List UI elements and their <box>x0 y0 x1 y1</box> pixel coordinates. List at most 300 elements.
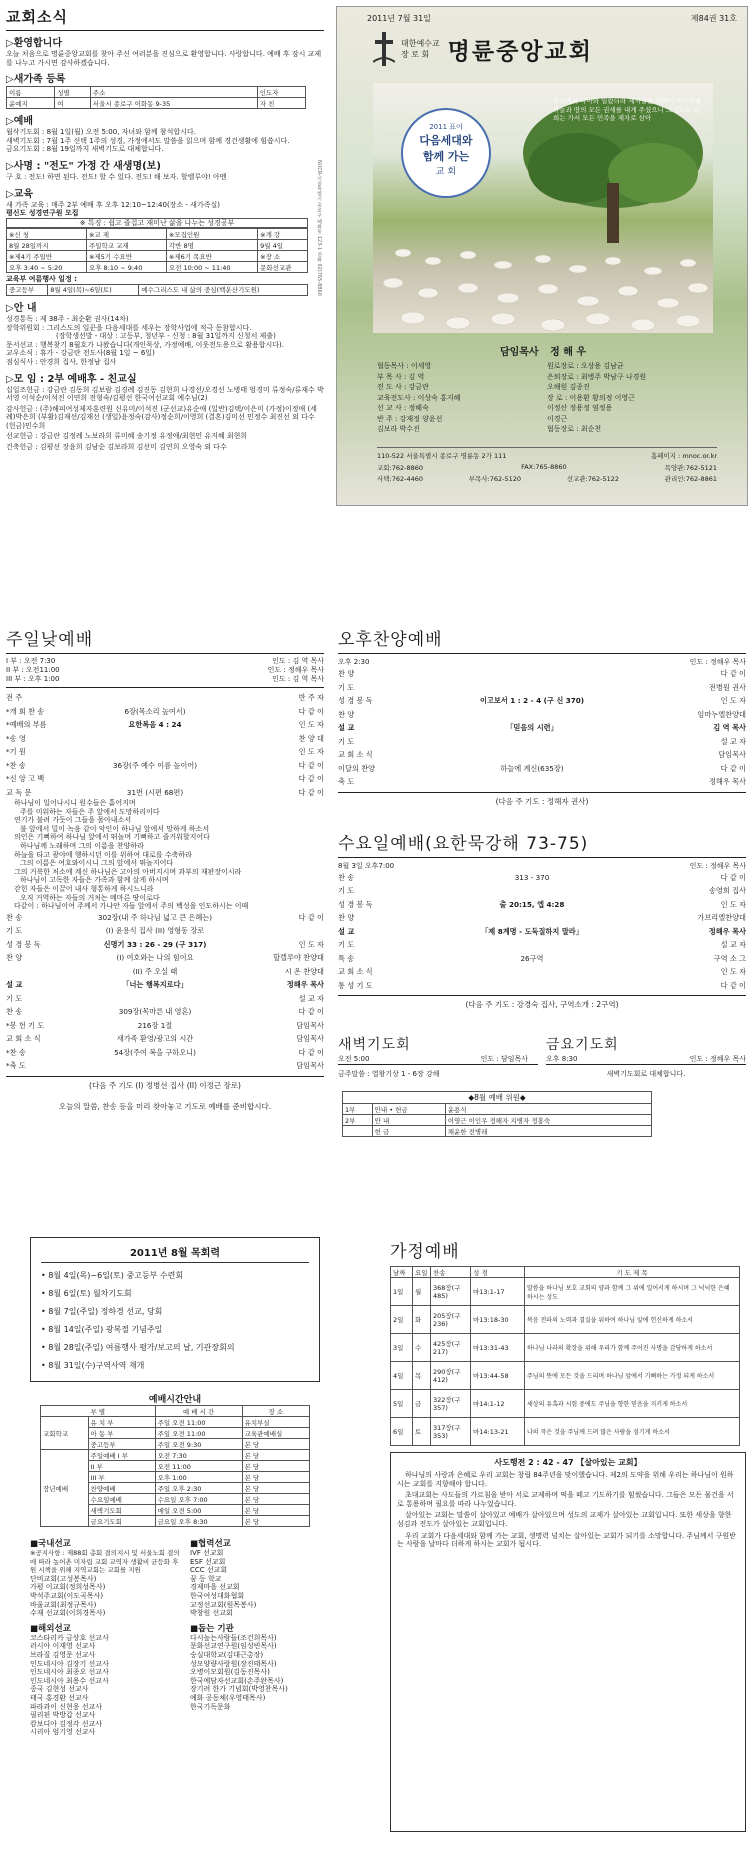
staff-right: 협동장로 : 최순천 <box>547 425 602 433</box>
domestic-item: 수재 선교회(이희경목사) <box>30 1609 106 1618</box>
church-name: 명륜중앙교회 <box>447 37 593 65</box>
cover-homepage: 홈페이지 : mnoc.or.kr <box>650 452 717 460</box>
cell: 1부 <box>343 1104 373 1115</box>
cell: 오후 8:10 ~ 9:40 <box>86 262 166 273</box>
cell: 본 당 <box>242 1494 309 1505</box>
order-item: *축 도 <box>6 1061 26 1071</box>
order-person: 다 같 이 <box>298 760 324 770</box>
order-content: 하늘에 계신(635장) <box>500 763 564 773</box>
guide-line: 성경통독 : 제 38주 - 최순환 권사(14차) <box>6 314 129 323</box>
cell: 각반 8명 <box>166 240 257 251</box>
guide-line: 장학위원회 : 그리스도의 일꾼을 다음세대를 세우는 장학사업에 적극 동참합시다. <box>6 323 252 332</box>
staff-left: 전 도 사 : 강금란 <box>377 383 429 391</box>
order-item: 설 교 <box>338 926 355 936</box>
order-content: 313 - 370 <box>514 872 550 882</box>
order-row <box>6 718 324 732</box>
motto-line-3: 교 회 <box>435 167 457 177</box>
worship-heading: ▷예배 <box>6 116 34 128</box>
coop-item: 한국여성대화협회 <box>190 1591 245 1600</box>
order-item: 축 도 <box>338 777 355 786</box>
order-item: 기 도 <box>338 940 355 949</box>
order-person: 가브리엘찬양대 <box>697 913 746 922</box>
cell: 본 당 <box>242 1450 309 1461</box>
cell: 본 당 <box>242 1516 309 1527</box>
foreign-item: 파라과이 신현웅 선교사 <box>30 1702 103 1711</box>
coop-item: CCC 선교회 <box>190 1566 228 1575</box>
order-item: 설 교 <box>6 980 23 990</box>
order-content <box>396 775 668 789</box>
order-content: 31번 (시편 68편) <box>126 787 184 797</box>
cell: 목 <box>413 1362 431 1390</box>
responsive-line: 다같이 : 하나님이여 주께서 가나안 자들 앞에서 주의 백성을 인도하시는 이때 <box>14 902 249 911</box>
cell: ※장 소 <box>258 251 308 262</box>
cell: 헌 금 <box>372 1126 445 1137</box>
foreign-item: 중국 김현성 선교사 <box>30 1685 89 1694</box>
cover-issue: 제84권 31호 <box>690 14 737 23</box>
afternoon-panel <box>338 625 746 1205</box>
order-person: 정해우 목사 <box>286 980 324 990</box>
foreign-item: 태국 홍경환 선교사 <box>30 1693 89 1702</box>
staff-right: 이경근 <box>547 414 568 423</box>
domestic-note: ※공지사항 : 제88회 총회 결의지시 및 서울노회 결의에 따라 농어촌 미자립 교회 교역자 생활비 균등화 후원 시책을 위해 지역교회는 교회를 지원 <box>30 1549 180 1575</box>
summer-heading: 교육부 여름행사 일정 : <box>6 275 77 284</box>
foreign-item: 인도네시아 최종오 선교사 <box>30 1668 109 1677</box>
guide-line: (장학생선발 - 대상 : 고등부, 청년부 - 신청 : 8월 31일까지 신청서 제출) <box>56 332 276 341</box>
worship-line: 금요기도회 : 8월 19일까지 새벽기도로 대체합니다. <box>6 145 164 154</box>
order-content: 이고보서 1 : 2 - 4 (구 신 370) <box>479 696 585 705</box>
wednesday-title: 수요일예배(요한묵강해 73-75) <box>338 833 589 854</box>
wednesday-next-prayer: (다음 주 기도 : 강경숙 집사, 구역소개 : 2구역) <box>465 1000 619 1009</box>
order-person <box>246 924 324 938</box>
schedule-item: • 8월 4일(목)~6일(토) 중고등부 수련회 <box>41 1271 184 1280</box>
order-item: 특 송 <box>338 953 355 963</box>
order-item: 교 독 문 <box>6 787 32 797</box>
cell: ※모집인원 <box>166 229 257 240</box>
responsive-line: 주를 미워하는 자들은 주 앞에서 도망하리이다 <box>20 807 160 816</box>
cell: 본 당 <box>242 1439 309 1450</box>
cell: 유 치 부 <box>88 1417 155 1428</box>
cell: 8월 28일까지 <box>7 240 87 251</box>
foreign-item: 인도네시아 최용수 선교사 <box>30 1676 109 1685</box>
cell: 본 당 <box>242 1461 309 1472</box>
sunday-note: 오늘의 말씀, 찬송 등을 미리 찾아놓고 기도로 예배를 준비합시다. <box>58 1101 272 1111</box>
cell: 세상의 유혹과 시험 중에도 주님을 향한 믿음을 지키게 하소서 <box>525 1390 740 1418</box>
cell: 자 친 <box>257 98 305 109</box>
responsive-line: 하늘을 타고 광야에 행하시던 이를 위하여 대로를 수축하라 <box>14 850 192 859</box>
cell: 2부 <box>343 1115 373 1126</box>
cell: 유치부실 <box>242 1417 309 1428</box>
service-leader: 인도 : 정해우 목사 <box>267 666 324 674</box>
cover-image <box>373 83 713 333</box>
order-person: 인 도 자 <box>720 899 746 909</box>
cell: 나의 작은 것을 주님께 드려 많은 사람을 섬기게 하소서 <box>525 1418 740 1446</box>
committee-box <box>342 1091 652 1137</box>
order-row <box>338 871 746 885</box>
cell: 주일 오전 11:00 <box>155 1417 242 1428</box>
cell: 주소 <box>90 87 257 98</box>
cell: 예 배 시 간 <box>155 1406 242 1417</box>
order-row <box>338 762 746 776</box>
order-item: *신 앙 고 백 <box>6 774 45 783</box>
cell: 날짜 <box>391 1267 413 1278</box>
order-person: 찬 양 대 <box>298 733 324 743</box>
order-item: 교 회 소 식 <box>338 967 373 976</box>
foreign-item: 캄보디아 김정각 선교사 <box>30 1719 103 1728</box>
order-row <box>338 775 746 789</box>
mission-heading: ▷사명 : "전도" 가정 간 새생명(보) <box>6 160 161 172</box>
order-person: 정해우 목사 <box>708 777 746 786</box>
cell: 기 도 제 목 <box>525 1267 740 1278</box>
order-row <box>6 745 324 759</box>
coop-item: 꿈 등 학교 <box>190 1574 222 1583</box>
order-row <box>6 938 324 952</box>
order-item: 찬 송 <box>338 872 355 882</box>
cell: 아 동 부 <box>88 1428 155 1439</box>
domestic-heading: ■국내선교 <box>30 1539 71 1549</box>
committee-table <box>342 1103 652 1137</box>
order-row <box>6 732 324 746</box>
order-row <box>338 681 746 695</box>
cell: 윤예지 <box>7 98 55 109</box>
cell: ※제4기 주일반 <box>7 251 87 262</box>
order-row <box>6 1059 324 1073</box>
order-person: 담임목사 <box>296 1020 324 1030</box>
afternoon-time: 오후 2:30 <box>338 658 370 666</box>
pastor-name: 정 해 우 <box>550 347 587 358</box>
newfamily-heading: ▷새가족 등록 <box>6 74 66 86</box>
order-item: *봉 헌 기 도 <box>6 1020 45 1030</box>
cell: ※제5기 수요반 <box>86 251 166 262</box>
order-person: 설 교 자 <box>720 736 746 746</box>
cell: 본 당 <box>242 1505 309 1516</box>
order-item: 찬 양 <box>338 669 355 678</box>
service-time: II 부 : 오전11:00 <box>6 666 60 674</box>
order-person: 인 도 자 <box>298 939 324 949</box>
cell: 주일학교 교재 <box>86 240 166 251</box>
sunday-panel <box>6 625 324 1205</box>
order-item: 기 도 <box>6 926 23 936</box>
order-person: 다 같 이 <box>298 1047 324 1057</box>
cell: 이영근 이인우 정해자 지병자 정홍숙 <box>445 1115 651 1126</box>
order-row <box>6 1046 324 1060</box>
order-row <box>6 786 324 800</box>
offering-group: 건축헌금 : 김평선 장윤희 김남순 김보라희 김선미 김연희 오영숙 외 다수 <box>6 443 227 452</box>
order-content <box>396 681 668 695</box>
order-row <box>338 667 746 681</box>
denomination-bottom: 장 로 회 <box>401 50 430 59</box>
order-content <box>396 735 668 749</box>
phone: 사택:762-4460 <box>377 475 424 483</box>
motto-year: 2011 표어 <box>429 123 463 131</box>
family-table <box>390 1266 740 1446</box>
order-row <box>338 965 746 979</box>
cell: 오전 7:30 <box>155 1450 242 1461</box>
order-content: 6장(목소리 높여서) <box>124 706 186 716</box>
guide-line: 점심식사 : 안경희 집사, 한정남 집사 <box>6 357 117 366</box>
order-row <box>6 772 324 786</box>
staff-right: 오해원 김종진 <box>547 383 590 391</box>
pastor-label: 담임목사 <box>499 347 539 358</box>
phone: 관리인:762-8861 <box>664 475 717 483</box>
phone: 목양관:762-5121 <box>664 464 717 472</box>
worship-line: 월삭기도회 : 8월 1일(월) 오전 5:00, 자녀와 함께 참석합시다. <box>6 128 196 137</box>
order-item: 전 주 <box>6 693 23 702</box>
cell: 요일 <box>413 1267 431 1278</box>
order-content <box>64 772 246 786</box>
cell: 채윤한 전병래 <box>445 1126 651 1137</box>
order-item: *개 회 찬 송 <box>6 706 45 716</box>
cell: 화 <box>413 1306 431 1334</box>
order-person: 다 같 이 <box>720 763 746 773</box>
order-person: 반 주 자 <box>298 693 324 702</box>
cell: 금요기도회 <box>88 1516 155 1527</box>
order-content <box>64 732 246 746</box>
order-row <box>6 978 324 992</box>
order-content: 「너는 행복지로다」 <box>122 980 188 990</box>
schedule-item: • 8월 31일(수)구역사역 재개 <box>41 1361 145 1370</box>
responsive-line: 하나님께 노래하며 그의 이름을 찬양하라 <box>20 841 144 850</box>
cell: 2일 <box>391 1306 413 1334</box>
order-person: 할렐루야 찬양대 <box>273 953 324 963</box>
cell: 4일 <box>391 1362 413 1390</box>
cell: 예수그리스도 내 삶의 중심(백운산기도원) <box>139 284 308 295</box>
order-row <box>338 898 746 912</box>
welcome-text: 오늘 처음으로 명륜중앙교회를 찾아 주신 여러분을 진심으로 환영합니다. 사랑합니다. 예배 후 잠시 교제를 나누고 가시면 감사하겠습니다. <box>6 50 322 67</box>
dawn-note: 금주말씀 : 열왕기상 1 - 6장 강해 <box>338 1070 440 1078</box>
cell: 주일 오전 9:30 <box>155 1439 242 1450</box>
help-item: 문화선교연구원(임성빈목사) <box>190 1642 277 1651</box>
order-item: 기 도 <box>338 886 355 895</box>
order-person: 담임목사 <box>296 1061 324 1071</box>
staff-left: 반 주 : 강재정 양윤선 <box>377 414 443 423</box>
cell: 성별 <box>55 87 91 98</box>
cell: 중고등부 <box>88 1439 155 1450</box>
order-item: 이달의 찬양 <box>338 763 376 773</box>
family-panel <box>390 1237 746 1857</box>
cell: 하나님 나라의 확장을 위해 우리가 함께 주어진 사명을 감당하게 하소서 <box>525 1334 740 1362</box>
order-person: 구역 소 그 <box>713 953 746 963</box>
cell: 교육관예배실 <box>242 1428 309 1439</box>
order-content <box>396 965 668 979</box>
wednesday-time: 8월 3일 오후7:00 <box>338 861 395 870</box>
order-person: 전병원 권사 <box>708 682 746 692</box>
cell: 문화선교관 <box>258 262 308 273</box>
foreign-heading: ■해외선교 <box>30 1623 71 1634</box>
offering-group: 선교헌금 : 강금란 김정례 노보라희 류미혜 송기정 유정애/최현민 유지혜 최현희 <box>6 432 248 441</box>
order-row <box>6 965 324 979</box>
order-item: 성 경 봉 독 <box>6 939 41 949</box>
order-item: 기 도 <box>338 682 355 692</box>
domestic-item: 박석주교회(이도곡목사) <box>30 1591 104 1600</box>
help-item: 다시높는사람들(조건희목사) <box>190 1633 277 1642</box>
order-content <box>396 667 668 681</box>
order-person: 다 같 이 <box>720 872 746 882</box>
domestic-item: 가평 이교회(정희성목사) <box>30 1583 106 1592</box>
responsive-line: 하나님이 일어나시니 원수들은 흩어지며 <box>14 799 136 807</box>
order-content: 309장(목마른 내 영혼) <box>118 1007 192 1017</box>
cell: 복음 전파의 노력과 결실을 위하여 하나님 앞에 헌신하게 하소서 <box>525 1306 740 1334</box>
essay-title: 사도행전 2 : 42 - 47 【살아있는 교회】 <box>494 1458 642 1467</box>
order-item: 기 도 <box>338 736 355 746</box>
order-item: *찬 송 <box>6 1047 26 1057</box>
order-content <box>396 938 668 952</box>
staff-left: 부 목 사 : 김 역 <box>377 372 425 381</box>
cell: 찬양예배 <box>88 1483 155 1494</box>
service-leader: 인도 : 김 역 목사 <box>272 657 324 665</box>
cell: 중고등부 <box>7 284 48 295</box>
dawn-title: 새벽기도회 <box>338 1037 411 1053</box>
staff-left: 협동목사 : 이세영 <box>377 362 432 370</box>
order-item: 기 도 <box>6 993 23 1003</box>
sunday-title: 주일낮예배 <box>6 630 94 650</box>
guide-line: 문서선교 : 행복찾기 8월호가 나왔습니다(개인묵상, 가정예배, 이웃전도용으로 활용합시다). <box>6 340 284 349</box>
phone: FAX:765-8860 <box>521 463 567 471</box>
staff-left: 김보라 박수진 <box>377 425 420 433</box>
cell: 오후 1:00 <box>155 1472 242 1483</box>
domestic-item: 단비교회(고성봉목사) <box>30 1574 97 1583</box>
order-content: 36장(주 예수 이름 높이어) <box>112 760 198 770</box>
order-row <box>338 952 746 966</box>
order-person: 설 교 자 <box>298 993 324 1003</box>
afternoon-next-prayer: (다음 주 기도 : 정해자 권사) <box>495 796 589 806</box>
order-content: 「믿음의 시련」 <box>506 723 558 732</box>
cell: 여 <box>55 98 91 109</box>
cell: 인도자 <box>257 87 305 98</box>
bible-sub: ※ 특징 : 쉽고 즐겁고 재미난 삶을 나누는 성경공부 <box>6 218 308 229</box>
dawn-time: 오전 5:00 <box>338 1055 370 1063</box>
order-row <box>6 1032 324 1046</box>
denomination-top: 대한예수교 <box>401 39 440 48</box>
responsive-line: 오직 거역하는 자들의 거처는 메마른 땅이로다 <box>20 893 160 902</box>
help-item: 한국기독문화 <box>190 1702 231 1711</box>
cell: 본 당 <box>242 1472 309 1483</box>
cell: 안 내 <box>372 1115 445 1126</box>
cross-logo-icon <box>373 32 395 66</box>
order-person: 다 같 이 <box>298 1007 324 1017</box>
order-content: 302장(내 주 하나님 넓고 큰 은혜는) <box>97 912 213 922</box>
staff-right: 은퇴장로 : 최병주 박남구 나경원 <box>547 372 647 381</box>
staff-left: 선 교 사 : 정혜숙 <box>377 404 429 412</box>
order-person: 다 같 이 <box>720 669 746 678</box>
foreign-item: 시리아 엄기영 선교사 <box>30 1728 96 1737</box>
responsive-line: 갇힌 자들은 이끌어 내사 형통하게 하시느니라 <box>14 884 154 893</box>
cell: 오전 11:00 <box>155 1461 242 1472</box>
offering-group: 감사헌금 : (주)해피여성제자훈련원 신유미/이석진 (군선교)유순애 (일반)김택/이은미 (가정)이정애 (세례)박은희 (부활)김재선/김재선 (생일)윤정숙(감사)정순희/이영희 (결혼)김미선 민정수 최진선 외 다수 (헌금)민수희 <box>6 404 317 430</box>
order-content: (I) 여호와는 나의 힘이요 <box>116 953 194 963</box>
edu-line: 새 가족 교육 : 매주 2부 예배 후 오후 12:10~12:40(장소 - 새가족실) <box>6 200 220 209</box>
cell: 이름 <box>7 87 55 98</box>
cell: 마14:1-12 <box>471 1390 525 1418</box>
foreign-item: 러시아 이재영 선교사 <box>30 1642 96 1651</box>
cell: 322장(구 357) <box>431 1390 471 1418</box>
schedule-title: 2011년 8월 목회력 <box>41 1244 309 1263</box>
order-content <box>396 708 668 722</box>
cell: 주일 오후 2:30 <box>155 1483 242 1494</box>
order-row <box>338 884 746 898</box>
news-title: 교회소식 <box>6 8 68 26</box>
order-content <box>396 911 668 925</box>
help-item: 한국예담자선교회(손주완목사) <box>190 1676 284 1685</box>
guide-heading: ▷안 내 <box>6 302 37 314</box>
friday-leader: 인도 : 정해우 목사 <box>689 1055 746 1063</box>
order-item: *송 영 <box>6 733 26 743</box>
coop-item: ESF 선교회 <box>190 1557 226 1566</box>
phone: 부목사:762-5120 <box>468 475 522 483</box>
cell: 금요일 오후 8:30 <box>155 1516 242 1527</box>
order-item: 성 경 봉 독 <box>338 696 373 705</box>
afternoon-leader: 인도 : 정해우 목사 <box>689 658 746 666</box>
order-item: 찬 양 <box>6 953 23 963</box>
order-person: 인 도 자 <box>298 747 324 756</box>
order-row <box>338 694 746 708</box>
order-content: 출 20:15, 엡 4:28 <box>499 899 565 909</box>
foreign-item: 인도네시아 김장기 선교사 <box>30 1659 109 1668</box>
order-content: (II) 주 오실 때 <box>132 966 178 976</box>
order-content: 54장(주여 복을 구하오니) <box>114 1047 196 1057</box>
essay-paragraph: 살아있는 교회는 말씀이 살아있고 예배가 살아있으며 성도의 교제가 살아있는 교회입니다. 또한 세상을 향한 섬김과 전도가 살아있는 교회입니다. <box>397 1511 732 1528</box>
order-row <box>6 992 324 1006</box>
essay-paragraph: 초대교회는 사도들의 가르침을 받아 서로 교제하며 떡을 떼고 기도하기를 힘썼습니다. 그들은 모든 물건을 서로 통용하며 필요를 따라 나누었습니다. <box>397 1491 734 1508</box>
order-row <box>338 925 746 939</box>
motto-line-2: 함께 가는 <box>422 150 470 163</box>
order-person: 설 교 자 <box>720 940 746 949</box>
order-person: 다 같 이 <box>298 706 324 716</box>
cell: 마13:18-30 <box>471 1306 525 1334</box>
order-person: 김 역 목사 <box>713 723 746 732</box>
staff-right: 원로장로 : 오상용 김남균 <box>547 362 624 370</box>
coop-heading: ■협력선교 <box>190 1539 231 1549</box>
order-content <box>64 745 246 759</box>
cell: 마14:13-21 <box>471 1418 525 1446</box>
guide-line: 교우소식 : 휴가 - 강금란 전도사(8월 1일 ~ 6일) <box>6 349 155 358</box>
cell: 찬송 <box>431 1267 471 1278</box>
cell: 6일 <box>391 1418 413 1446</box>
order-row <box>6 924 324 938</box>
order-person: 정해우 목사 <box>708 926 746 936</box>
order-item: *기 원 <box>6 747 26 756</box>
cell: 금 <box>413 1390 431 1418</box>
cover-date: 2011년 7월 31일 <box>367 14 431 23</box>
offering-heading: ▷모 임 : 2부 예배후 - 친교실 <box>6 373 137 385</box>
cell: 9월 4일 <box>258 240 308 251</box>
order-content <box>396 884 668 898</box>
order-item: 찬 양 <box>338 709 355 719</box>
news-panel <box>6 6 324 506</box>
phone: 교회:762-8860 <box>377 464 424 472</box>
order-person: 다 같 이 <box>720 980 746 990</box>
help-heading: ■돕는 기관 <box>190 1623 234 1634</box>
cell: 월 <box>413 1278 431 1306</box>
cell: 1일 <box>391 1278 413 1306</box>
cell: 마13:31-43 <box>471 1334 525 1362</box>
service-leader: 인도 : 김 역 목사 <box>272 675 324 683</box>
cell: 3일 <box>391 1334 413 1362</box>
summer-table <box>6 284 308 296</box>
staff-left: 교육전도사 : 이상숙 홍지혜 <box>377 393 461 402</box>
order-person: 인 도 자 <box>720 967 746 976</box>
essay-box <box>390 1452 746 1832</box>
cell: 수요일 오후 7:00 <box>155 1494 242 1505</box>
order-content: 26구역 <box>520 953 544 963</box>
order-item: 교 회 소 식 <box>338 750 373 759</box>
order-person: 다 같 이 <box>298 774 324 783</box>
cell: 오후 3:40 ~ 5:20 <box>7 262 87 273</box>
responsive-line: 의인은 기뻐하여 하나님 앞에서 뛰놀며 기뻐하고 즐거워할지어다 <box>14 833 210 842</box>
order-item: 성 경 봉 독 <box>338 899 373 909</box>
cell: 마13:1-17 <box>471 1278 525 1306</box>
order-item: *찬 송 <box>6 760 26 770</box>
schedule-panel <box>30 1237 320 1857</box>
